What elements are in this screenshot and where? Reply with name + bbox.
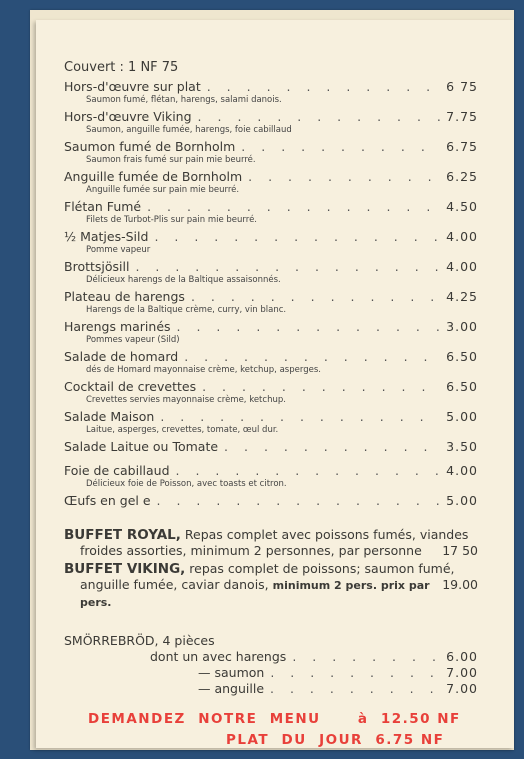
menu-item-description: Délicieux foie de Poisson, avec toasts et citron. (86, 479, 287, 489)
menu-item-price: 4.00 (446, 463, 478, 478)
menu-item-line (64, 463, 478, 479)
menu-item-name: Saumon fumé de Bornholm (64, 139, 236, 154)
leader-dots (147, 199, 440, 215)
menu-item-line (64, 289, 478, 305)
menu-item-name: Salade de homard (64, 349, 179, 364)
smorrebrod-label: dont un avec harengs (150, 649, 287, 664)
menu-item-price: 4.00 (446, 259, 478, 274)
menu-item-price: 3.50 (446, 439, 478, 454)
menu-item (64, 259, 478, 286)
menu-item (64, 463, 478, 490)
menu-item (64, 169, 478, 196)
menu-item-line (64, 109, 478, 125)
menu-item (64, 109, 478, 136)
menu-item-name: Foie de cabillaud (64, 463, 170, 478)
buffet-royal-desc-1: Repas complet avec poissons fumés, viandes (184, 527, 469, 542)
menu-item-name: Plateau de harengs (64, 289, 185, 304)
leader-dots (202, 379, 440, 395)
menu-item-price: 3.00 (446, 319, 478, 334)
menu-item-description: Harengs de la Baltique crème, curry, vin blanc. (86, 305, 287, 315)
menu-item-name: Cocktail de crevettes (64, 379, 197, 394)
menu-item-line (64, 349, 478, 365)
menu-item (64, 349, 478, 376)
leader-dots (160, 409, 440, 425)
menu-item-line (64, 319, 478, 335)
smorrebrod-price: 7.00 (446, 681, 478, 696)
menu-item-price: 6 75 (446, 79, 478, 94)
menu-item-name: Anguille fumée de Bornholm (64, 169, 243, 184)
menu-item-line (64, 199, 478, 215)
buffet-viking-title: BUFFET VIKING, (64, 561, 186, 577)
menu-item (64, 409, 478, 436)
menu-item-line (64, 409, 478, 425)
menu-item-line (64, 169, 478, 185)
buffet-royal-title: BUFFET ROYAL, (64, 527, 181, 543)
leader-dots (270, 665, 440, 681)
leader-dots (270, 681, 440, 697)
menu-sheet (36, 20, 514, 748)
menu-item-description: Pommes vapeur (Sild) (86, 335, 180, 345)
menu-item-price: 6.75 (446, 139, 478, 154)
menu-item-line (64, 379, 478, 395)
menu-item-name: Œufs en gel e (64, 493, 151, 508)
menu-item-name: Flétan Fumé (64, 199, 142, 214)
smorrebrod-row (64, 649, 478, 665)
smorrebrod-row (64, 681, 478, 697)
promo-menu-line: DEMANDEZ NOTRE MENU à 12.50 NF (88, 711, 461, 727)
menu-item (64, 229, 478, 256)
smorrebrod-label: — anguille (198, 681, 265, 696)
leader-dots (177, 319, 441, 335)
menu-item-line (64, 79, 478, 95)
leader-dots (154, 229, 440, 245)
smorrebrod-price: 6.00 (446, 649, 478, 664)
couvert-charge: Couvert : 1 NF 75 (64, 60, 179, 75)
buffet-viking-minimum: minimum 2 pers. prix par pers. (80, 579, 430, 609)
menu-item-name: Hors-d'œuvre Viking (64, 109, 192, 124)
menu-item-description: Crevettes servies mayonnaise crème, ketchup. (86, 395, 286, 405)
promo-plat-du-jour: PLAT DU JOUR 6.75 NF (226, 732, 445, 748)
leader-dots (241, 139, 440, 155)
menu-item-description: Filets de Turbot-Plis sur pain mie beurré. (86, 215, 258, 225)
leader-dots (224, 439, 440, 455)
menu-item (64, 139, 478, 166)
leader-dots (184, 349, 440, 365)
menu-item-description: Saumon frais fumé sur pain mie beurré. (86, 155, 256, 165)
smorrebrod-label: — saumon (198, 665, 265, 680)
leader-dots (176, 463, 441, 479)
buffet-royal-price: 17 50 (442, 543, 478, 558)
menu-item-name: Hors-d'œuvre sur plat (64, 79, 201, 94)
buffet-viking (64, 561, 478, 611)
leader-dots (292, 649, 440, 665)
menu-item-description: Laitue, asperges, crevettes, tomate, œul dur. (86, 425, 279, 435)
menu-item-price: 5.00 (446, 493, 478, 508)
smorrebrod-title: SMÖRREBRÖD, 4 pièces (64, 633, 215, 648)
menu-item-name: Harengs marinés (64, 319, 171, 334)
menu-item-name: Brottsjösill (64, 259, 130, 274)
menu-item-name: ½ Matjes-Sild (64, 229, 149, 244)
menu-item-line (64, 439, 478, 455)
menu-item (64, 289, 478, 316)
menu-content (64, 60, 478, 751)
menu-item-name: Salade Maison (64, 409, 155, 424)
menu-item (64, 493, 478, 509)
menu-item-price: 7.75 (446, 109, 478, 124)
menu-item (64, 379, 478, 406)
buffet-royal (64, 527, 478, 559)
leader-dots (157, 493, 441, 509)
menu-item-line (64, 139, 478, 155)
menu-item-line (64, 229, 478, 245)
leader-dots (191, 289, 440, 305)
leader-dots (207, 79, 440, 95)
menu-item-line (64, 259, 478, 275)
menu-item-price: 6.50 (446, 379, 478, 394)
promo-block (64, 709, 478, 751)
menu-item-price: 4.00 (446, 229, 478, 244)
leader-dots (198, 109, 441, 125)
menu-item (64, 199, 478, 226)
buffet-viking-desc-1: repas complet de poissons; saumon fumé, (189, 561, 455, 576)
menu-item-description: Saumon fumé, flétan, harengs, salami danois. (86, 95, 282, 105)
menu-item-line (64, 493, 478, 509)
leader-dots (248, 169, 440, 185)
menu-item-name: Salade Laitue ou Tomate (64, 439, 219, 454)
smorrebrod-price: 7.00 (446, 665, 478, 680)
smorrebrod-section (64, 633, 478, 697)
menu-item (64, 79, 478, 106)
menu-item-price: 4.25 (446, 289, 478, 304)
menu-item (64, 319, 478, 346)
menu-item-description: Anguille fumée sur pain mie beurré. (86, 185, 240, 195)
menu-item-price: 6.50 (446, 349, 478, 364)
menu-item-description: Saumon, anguille fumée, harengs, foie cabillaud (86, 125, 292, 135)
buffet-viking-price: 19.00 (442, 577, 478, 592)
buffet-royal-desc-2: froides assorties, minimum 2 personnes, par personne (80, 543, 422, 558)
menu-item-list (64, 79, 478, 509)
menu-item-price: 6.25 (446, 169, 478, 184)
menu-item-description: dés de Homard mayonnaise crème, ketchup, asperges. (86, 365, 321, 375)
menu-item-description: Pomme vapeur (86, 245, 151, 255)
menu-item-price: 5.00 (446, 409, 478, 424)
menu-item-price: 4.50 (446, 199, 478, 214)
menu-item (64, 439, 478, 455)
menu-item-description: Délicieux harengs de la Baltique assaisonnés. (86, 275, 281, 285)
leader-dots (135, 259, 440, 275)
buffet-viking-desc-2: anguille fumée, caviar danois, (80, 577, 269, 592)
smorrebrod-row (64, 665, 478, 681)
